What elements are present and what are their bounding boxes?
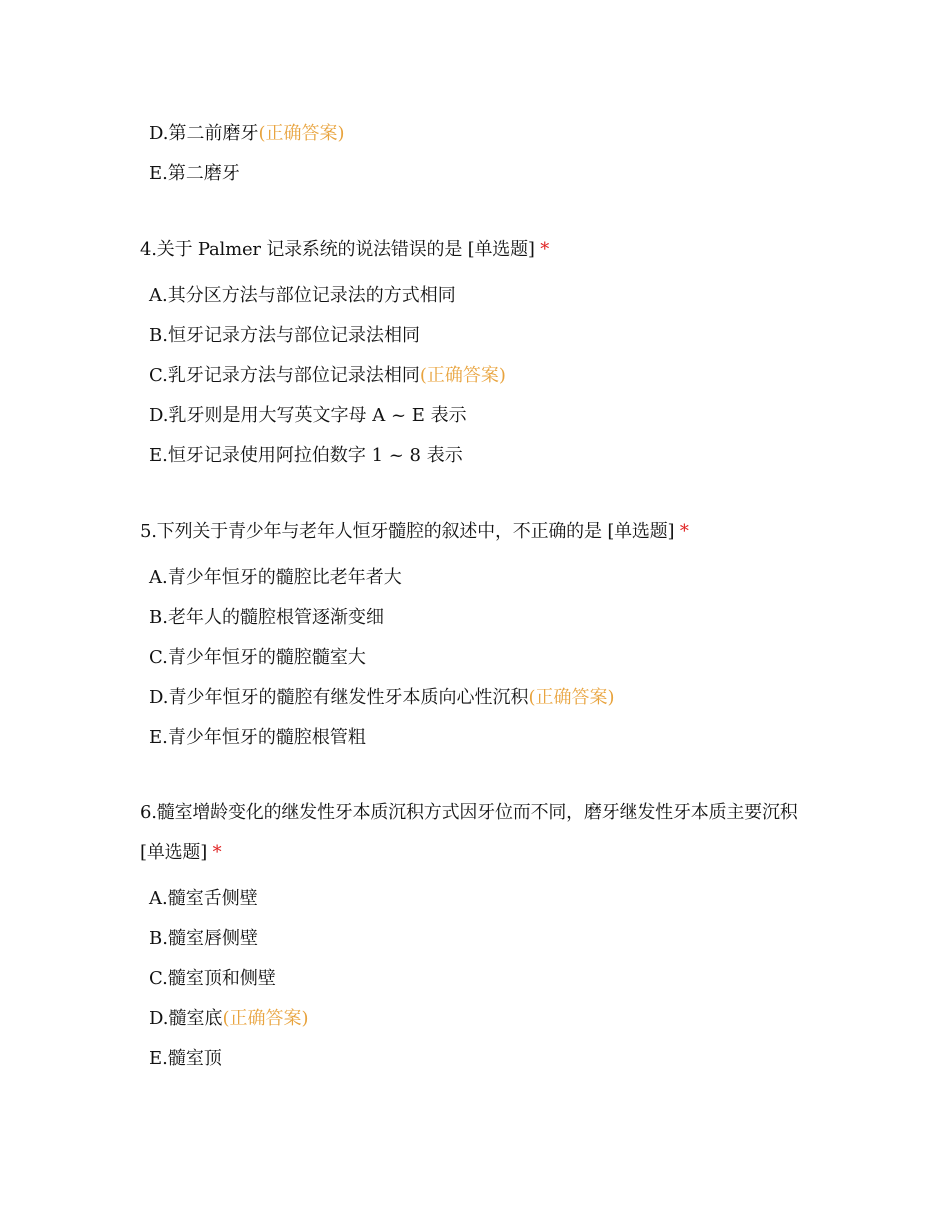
option-text: C.乳牙记录方法与部位记录法相同: [149, 365, 420, 386]
question-title: [140, 512, 820, 552]
option-e: [149, 154, 950, 194]
option-d: [149, 999, 950, 1039]
option-text: B.髓室唇侧壁: [149, 928, 258, 949]
option-text: A.青少年恒牙的髓腔比老年者大: [149, 567, 402, 588]
option-b: [149, 598, 950, 638]
option-d: [149, 396, 950, 436]
option-text: D.青少年恒牙的髓腔有继发性牙本质向心性沉积: [149, 687, 529, 708]
option-c: [149, 959, 950, 999]
option-a: [149, 276, 950, 316]
question-text: 4.关于 Palmer 记录系统的说法错误的是: [140, 239, 463, 260]
option-a: [149, 879, 950, 919]
option-text: E.第二磨牙: [149, 163, 240, 184]
option-text: E.青少年恒牙的髓腔根管粗: [149, 727, 366, 748]
question-text: 6.髓室增龄变化的继发性牙本质沉积方式因牙位而不同，磨牙继发性牙本质主要沉积: [140, 802, 798, 823]
option-text: E.髓室顶: [149, 1048, 222, 1069]
question-6: [0, 793, 950, 1079]
correct-answer-mark: (正确答案): [419, 365, 506, 386]
option-b: [149, 919, 950, 959]
option-d: [149, 114, 950, 154]
option-c: [149, 356, 950, 396]
option-text: A.其分区方法与部位记录法的方式相同: [149, 285, 456, 306]
option-text: B.恒牙记录方法与部位记录法相同: [149, 325, 420, 346]
option-text: C.髓室顶和侧壁: [149, 968, 276, 989]
option-text: C.青少年恒牙的髓腔髓室大: [149, 647, 366, 668]
option-e: [149, 436, 950, 476]
question-text: 5.下列关于青少年与老年人恒牙髓腔的叙述中，不正确的是: [140, 521, 602, 542]
option-text: D.髓室底: [149, 1008, 223, 1029]
question-type: [单选题]: [140, 842, 208, 863]
option-text: B.老年人的髓腔根管逐渐变细: [149, 607, 384, 628]
option-e: [149, 718, 950, 758]
option-c: [149, 638, 950, 678]
option-text: E.恒牙记录使用阿拉伯数字 1 ~ 8 表示: [149, 445, 463, 466]
question-4: [0, 230, 950, 476]
previous-question-options: [0, 114, 950, 194]
correct-answer-mark: (正确答案): [528, 687, 615, 708]
correct-answer-mark: (正确答案): [258, 123, 345, 144]
correct-answer-mark: (正确答案): [222, 1008, 309, 1029]
option-text: D.乳牙则是用大写英文字母 A ~ E 表示: [149, 405, 467, 426]
required-mark: *: [679, 521, 689, 542]
option-b: [149, 316, 950, 356]
option-d: [149, 678, 950, 718]
required-mark: *: [212, 842, 222, 863]
option-text: D.第二前磨牙: [149, 123, 259, 144]
required-mark: *: [540, 239, 550, 260]
question-5: [0, 512, 950, 758]
option-a: [149, 558, 950, 598]
question-type: [单选题]: [607, 521, 675, 542]
option-text: A.髓室舌侧壁: [149, 888, 258, 909]
option-e: [149, 1039, 950, 1079]
question-title: [140, 230, 820, 270]
question-type: [单选题]: [467, 239, 535, 260]
question-title: [140, 793, 820, 873]
